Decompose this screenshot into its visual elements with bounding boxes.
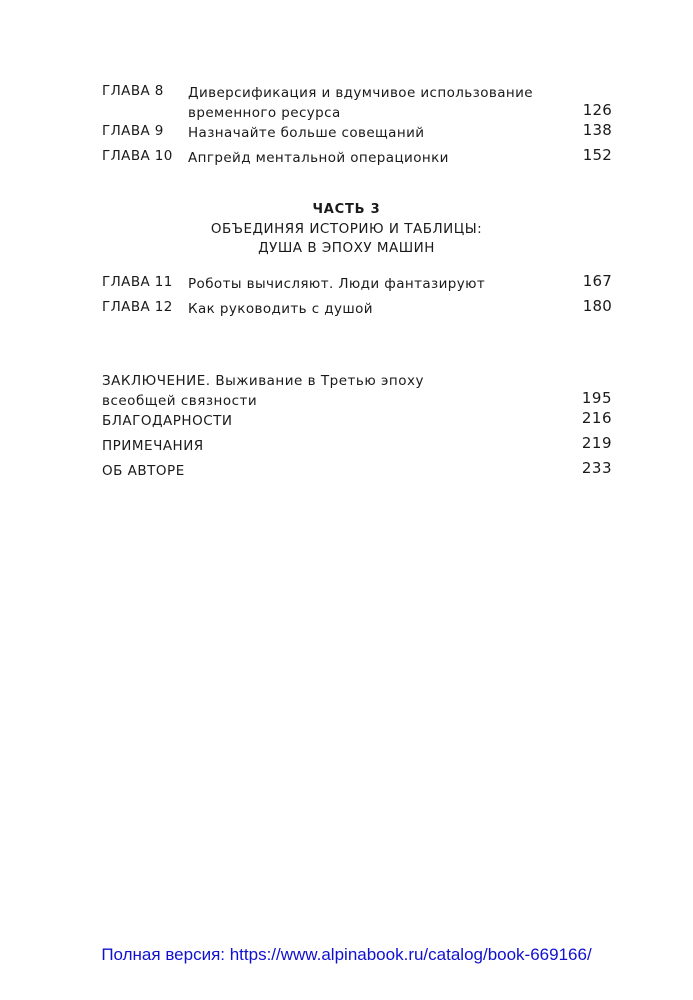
page-number: 233 — [581, 459, 612, 477]
page-number: 195 — [581, 389, 612, 407]
chapter-title: Как руководить с душой — [188, 301, 373, 317]
chapter-label: ГЛАВА 12 — [102, 299, 173, 315]
chapter-title-line: временного ресурса — [188, 105, 341, 121]
page-number: 138 — [582, 121, 612, 139]
chapter-label: ГЛАВА 9 — [102, 123, 164, 139]
page-number: 167 — [582, 272, 612, 290]
entry-title — [102, 371, 424, 411]
part-heading — [0, 202, 693, 258]
chapter-title — [188, 83, 533, 123]
part-number: ЧАСТЬ 3 — [312, 202, 381, 217]
entry-title: БЛАГОДАРНОСТИ — [102, 413, 233, 429]
chapter-title: Апгрейд ментальной операционки — [188, 150, 449, 166]
page-number: 216 — [581, 409, 612, 427]
entry-title: ОБ АВТОРЕ — [102, 463, 185, 479]
entry-title-line: ЗАКЛЮЧЕНИЕ. Выживание в Третью эпоху — [102, 373, 424, 389]
full-version-link[interactable]: Полная версия: https://www.alpinabook.ru/catalog/book-669166/ — [101, 945, 592, 964]
chapter-label: ГЛАВА 11 — [102, 274, 173, 290]
chapter-title: Роботы вычисляют. Люди фантазируют — [188, 276, 486, 292]
page-number: 180 — [582, 297, 612, 315]
page-number: 219 — [581, 434, 612, 452]
chapter-title: Назначайте больше совещаний — [188, 125, 425, 141]
part-title — [0, 220, 693, 258]
part-title-line: ДУША В ЭПОХУ МАШИН — [258, 240, 435, 256]
entry-title-line: всеобщей связности — [102, 393, 258, 409]
page-number: 126 — [582, 101, 612, 119]
chapter-label: ГЛАВА 8 — [102, 83, 164, 99]
chapter-label: ГЛАВА 10 — [102, 148, 173, 164]
part-title-line: ОБЪЕДИНЯЯ ИСТОРИЮ И ТАБЛИЦЫ: — [210, 221, 483, 237]
page-number: 152 — [582, 146, 612, 164]
chapter-title-line: Диверсификация и вдумчивое использование — [188, 85, 533, 101]
entry-title: ПРИМЕЧАНИЯ — [102, 438, 204, 454]
